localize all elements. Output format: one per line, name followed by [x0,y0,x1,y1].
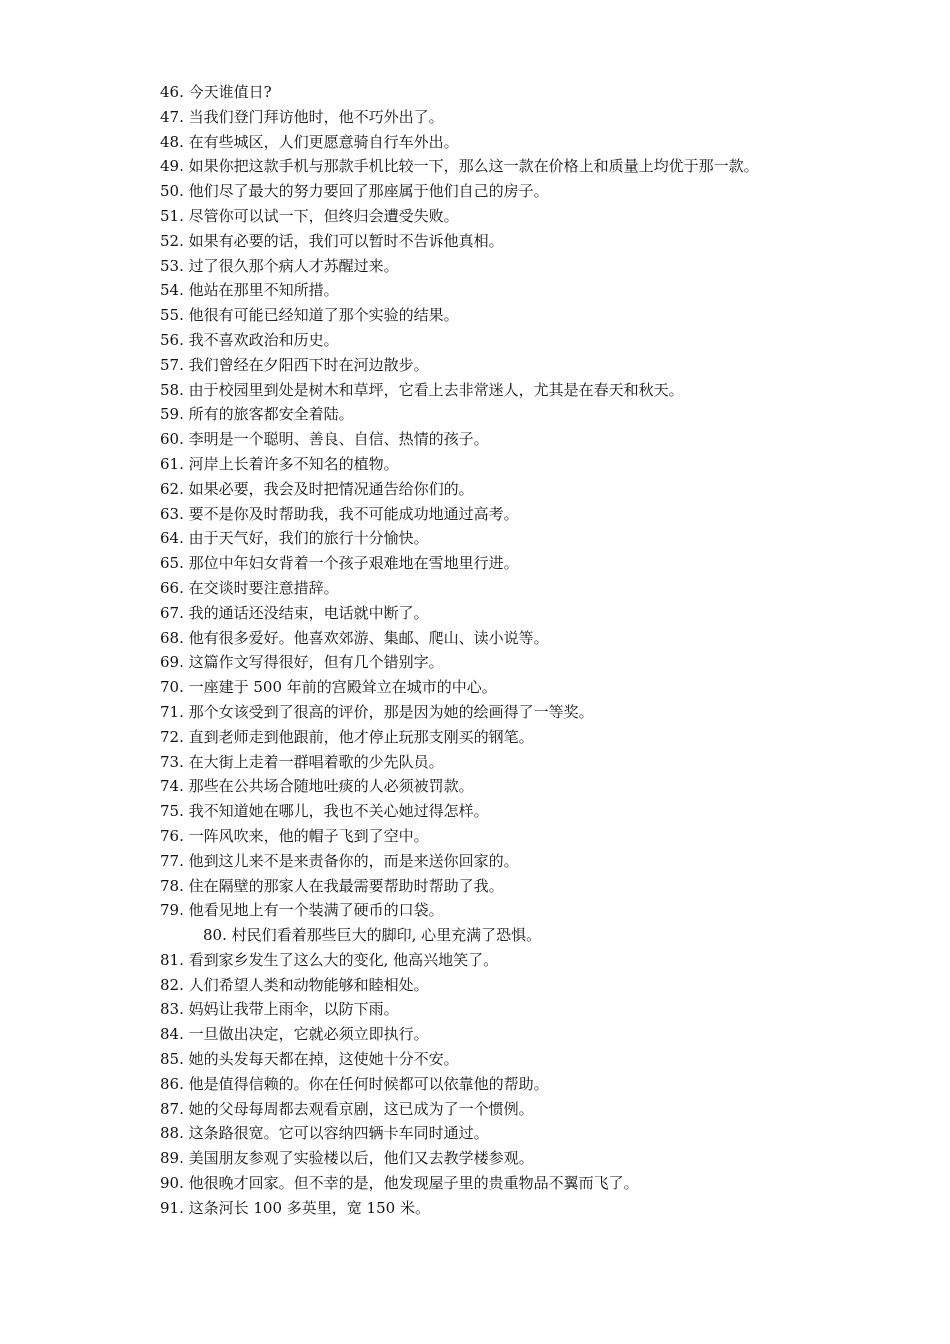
sentence-line: 48. 在有些城区，人们更愿意骑自行车外出。 [160,132,459,151]
sentence-line: 73. 在大街上走着一群唱着歌的少先队员。 [160,752,444,771]
sentence-line: 55. 他很有可能已经知道了那个实验的结果。 [160,306,459,325]
sentence-line: 56. 我不喜欢政治和历史。 [160,330,339,349]
sentence-line: 66. 在交谈时要注意措辞。 [160,578,339,597]
sentence-line: 72. 直到老师走到他跟前，他才停止玩那支刚买的钢笔。 [160,727,534,746]
sentence-line: 85. 她的头发每天都在掉，这使她十分不安。 [160,1050,459,1069]
sentence-line: 60. 李明是一个聪明、善良、自信、热情的孩子。 [160,430,489,449]
sentence-line: 80. 村民们看着那些巨大的脚印, 心里充满了恐惧。 [203,926,542,945]
sentence-line: 89. 美国朋友参观了实验楼以后，他们又去教学楼参观。 [160,1149,534,1168]
sentence-line: 53. 过了很久那个病人才苏醒过来。 [160,256,399,275]
sentence-line: 81. 看到家乡发生了这么大的变化, 他高兴地笑了。 [160,950,499,969]
sentence-line: 90. 他很晚才回家。但不幸的是，他发现屋子里的贵重物品不翼而飞了。 [160,1174,639,1193]
sentence-line: 88. 这条路很宽。它可以容纳四辆卡车同时通过。 [160,1124,489,1143]
sentence-line: 54. 他站在那里不知所措。 [160,281,339,300]
sentence-line: 61. 河岸上长着许多不知名的植物。 [160,454,399,473]
sentence-line: 47. 当我们登门拜访他时，他不巧外出了。 [160,107,444,126]
sentence-line: 49. 如果你把这款手机与那款手机比较一下，那么这一款在价格上和质量上均优于那一款。 [160,157,759,176]
sentence-line: 75. 我不知道她在哪儿，我也不关心她过得怎样。 [160,802,489,821]
sentence-list [160,80,880,1221]
sentence-line: 62. 如果必要，我会及时把情况通告给你们的。 [160,479,474,498]
sentence-line: 65. 那位中年妇女背着一个孩子艰难地在雪地里行进。 [160,554,519,573]
sentence-line: 78. 住在隔壁的那家人在我最需要帮助时帮助了我。 [160,876,504,895]
sentence-line: 51. 尽管你可以试一下，但终归会遭受失败。 [160,206,459,225]
sentence-line: 83. 妈妈让我带上雨伞，以防下雨。 [160,1000,399,1019]
sentence-line: 68. 他有很多爱好。他喜欢郊游、集邮、爬山、读小说等。 [160,628,549,647]
sentence-line: 86. 他是值得信赖的。你在任何时候都可以依靠他的帮助。 [160,1074,549,1093]
sentence-line: 69. 这篇作文写得很好，但有几个错别字。 [160,653,444,672]
sentence-line: 70. 一座建于 500 年前的宫殿耸立在城市的中心。 [160,678,497,697]
sentence-line: 87. 她的父母每周都去观看京剧，这已成为了一个惯例。 [160,1099,534,1118]
sentence-line: 63. 要不是你及时帮助我，我不可能成功地通过高考。 [160,504,519,523]
sentence-line: 71. 那个女该受到了很高的评价，那是因为她的绘画得了一等奖。 [160,702,594,721]
sentence-line: 82. 人们希望人类和动物能够和睦相处。 [160,975,429,994]
sentence-line: 52. 如果有必要的话，我们可以暂时不告诉他真相。 [160,231,504,250]
sentence-line: 79. 他看见地上有一个装满了硬币的口袋。 [160,901,444,920]
sentence-line: 46. 今天谁值日? [160,83,272,101]
sentence-line: 57. 我们曾经在夕阳西下时在河边散步。 [160,355,429,374]
document-page [160,80,880,1221]
sentence-line: 91. 这条河长 100 多英里，宽 150 米。 [160,1198,430,1217]
sentence-line: 84. 一旦做出决定，它就必须立即执行。 [160,1025,429,1044]
sentence-line: 64. 由于天气好，我们的旅行十分愉快。 [160,529,429,548]
sentence-line: 59. 所有的旅客都安全着陆。 [160,405,354,424]
sentence-line: 77. 他到这儿来不是来责备你的，而是来送你回家的。 [160,851,519,870]
sentence-line: 76. 一阵风吹来，他的帽子飞到了空中。 [160,826,429,845]
sentence-line: 58. 由于校园里到处是树木和草坪，它看上去非常迷人，尤其是在春天和秋天。 [160,380,684,399]
sentence-line: 74. 那些在公共场合随地吐痰的人必须被罚款。 [160,777,474,796]
sentence-line: 67. 我的通话还没结束，电话就中断了。 [160,603,429,622]
sentence-line: 50. 他们尽了最大的努力要回了那座属于他们自己的房子。 [160,182,549,201]
